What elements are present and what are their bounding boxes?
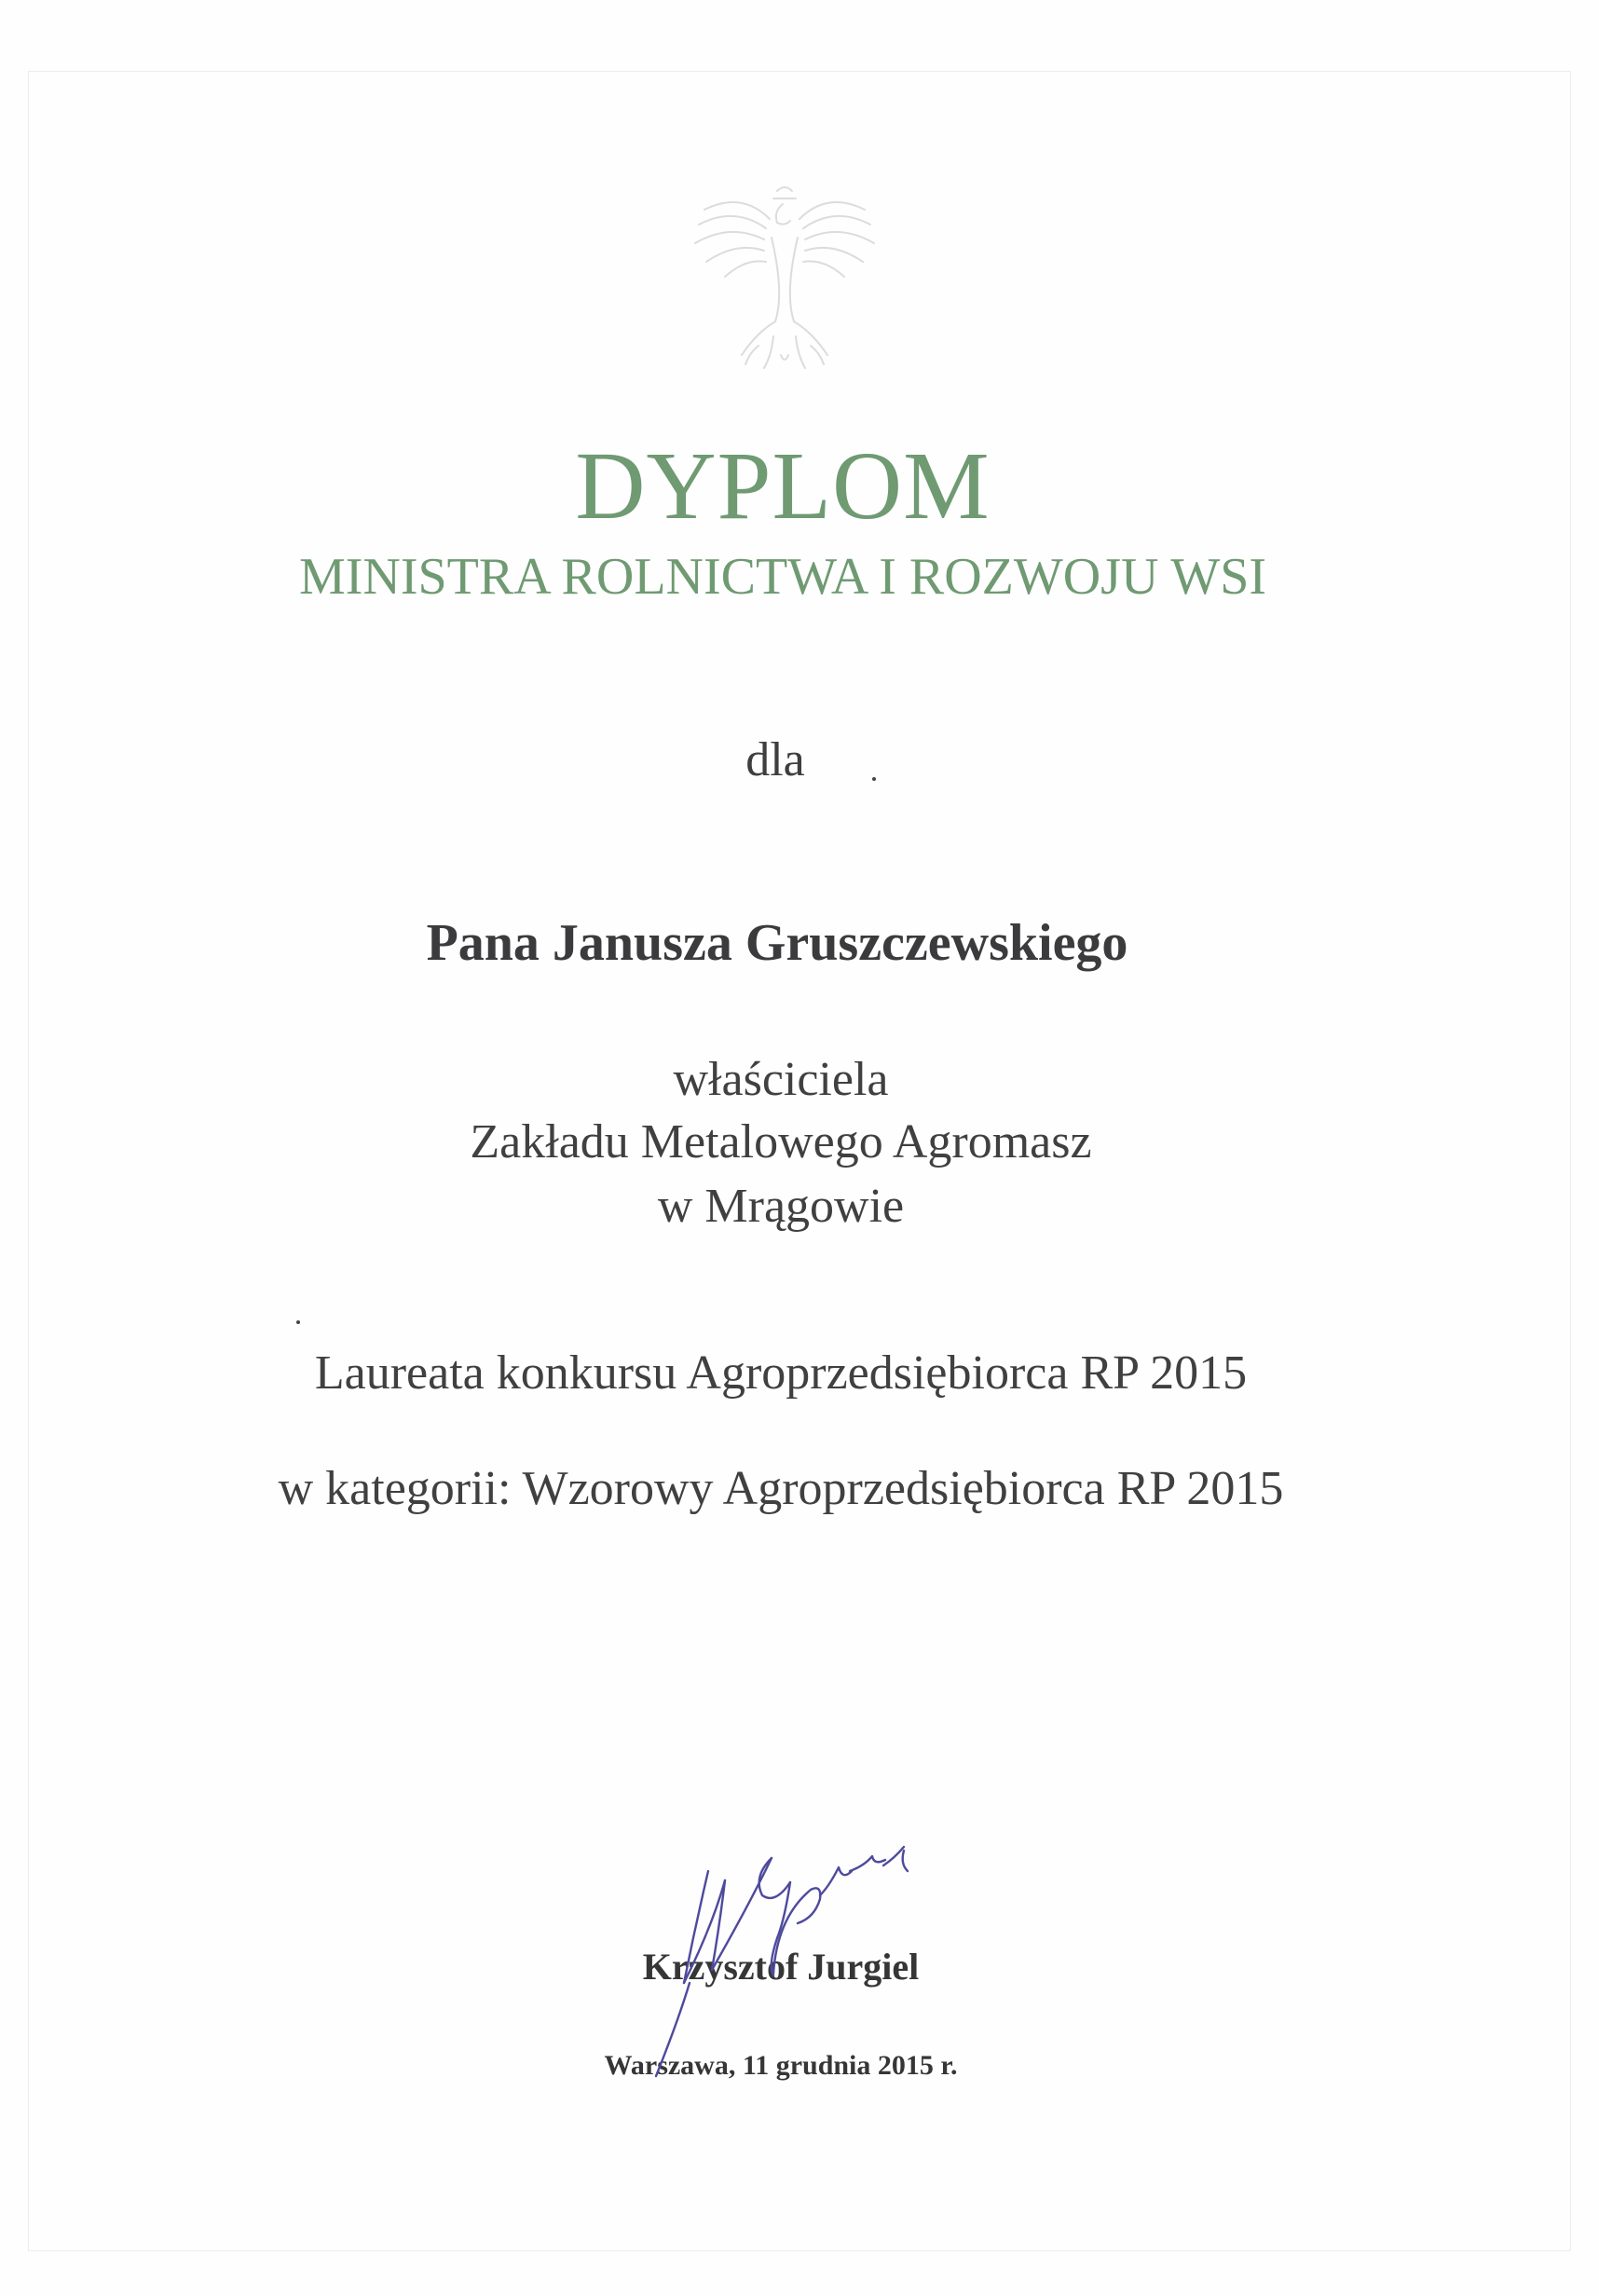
- embossed-eagle-icon: [680, 172, 885, 387]
- place-and-date: Warszawa, 11 grudnia 2015 r.: [604, 2050, 958, 2081]
- recipient-role: właściciela: [673, 1053, 889, 1106]
- signer-name: Krzysztof Jurgiel: [642, 1946, 920, 1988]
- diploma-title: DYPLOM: [575, 432, 991, 540]
- category-line: w kategorii: Wzorowy Agroprzedsiębiorca RP 2015: [278, 1462, 1284, 1515]
- issuer-subtitle: MINISTRA ROLNICTWA I ROZWOJU WSI: [298, 548, 1267, 606]
- award-line: Laureata konkursu Agroprzedsiębiorca RP 2015: [314, 1346, 1248, 1400]
- company-location: w Mrągowie: [657, 1180, 905, 1233]
- for-label: dla: [745, 733, 805, 786]
- recipient-name: Pana Janusza Gruszczewskiego: [426, 914, 1128, 972]
- company-name: Zakładu Metalowego Agromasz: [470, 1115, 1092, 1168]
- scan-speck: [872, 777, 876, 781]
- handwritten-signature: [634, 1843, 969, 2095]
- scan-speck: [296, 1320, 300, 1324]
